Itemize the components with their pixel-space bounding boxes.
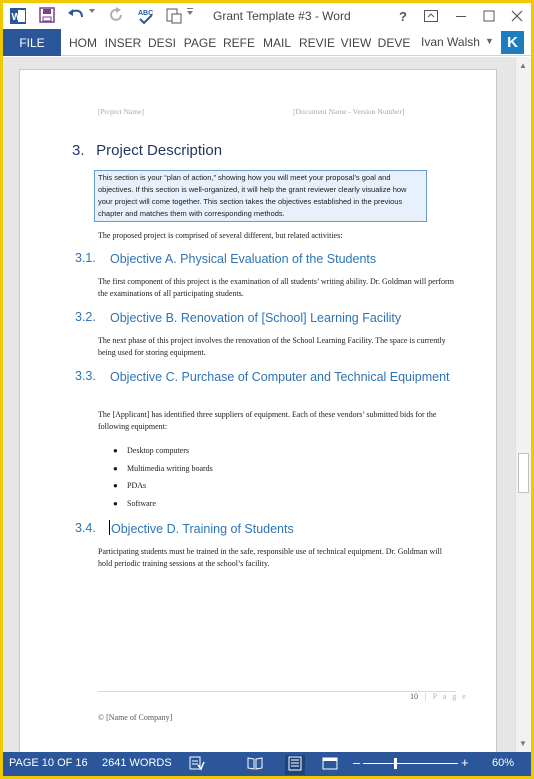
bullet-icon: ● (113, 446, 118, 455)
footer-company: © [Name of Company] (98, 713, 173, 722)
list-item-text: Multimedia writing boards (127, 464, 213, 473)
close-icon[interactable] (505, 6, 529, 26)
scroll-thumb[interactable] (518, 453, 529, 493)
tab-references[interactable]: REFE (222, 35, 255, 50)
objective-a-body: The first component of this project is the examination of all students’ writing ability. Dr. Goldman will perform the examinations of all participating students. (98, 277, 454, 298)
instruction-callout: This section is your “plan of action,” showing how you will meet your proposal’s goal and objectives. If this section is well-organized, it will help the grant reviewer clearly visualize how your project will come together. This section takes the objectives established in the previous chapter and matches them with corresponding methods. (94, 170, 427, 222)
page-number: 10 (410, 692, 418, 701)
footer-divider (98, 691, 456, 692)
document-canvas[interactable] (3, 57, 515, 752)
objective-a-heading: Objective A. Physical Evaluation of the Students (110, 252, 377, 266)
objective-d-heading: Objective D. Training of Students (111, 522, 294, 536)
tab-review[interactable]: REVIE (298, 35, 335, 50)
customize-toolbar-icon[interactable] (186, 7, 194, 17)
format-painter-icon[interactable] (165, 7, 183, 25)
section-title: Project Description (96, 142, 223, 159)
list-item (113, 499, 156, 508)
proofing-icon[interactable] (189, 756, 205, 774)
zoom-slider-thumb[interactable] (394, 758, 397, 769)
document-page[interactable] (19, 69, 497, 752)
header-document-name: [Document Name - Version Number] (293, 107, 405, 116)
tab-developer[interactable]: DEVE (377, 35, 411, 50)
avatar[interactable]: K (501, 31, 524, 54)
objective-d-body: Participating students must be trained in the safe, responsible use of technical equipment. Dr. Goldman will hold periodic training sessions at the school’s facility. (98, 547, 442, 568)
tab-page-layout[interactable]: PAGE (183, 35, 217, 50)
zoom-out-button[interactable]: – (353, 755, 361, 770)
list-item-text: PDAs (127, 481, 147, 490)
page-count-status[interactable]: PAGE 10 OF 16 (9, 757, 88, 769)
tab-insert[interactable]: INSER (104, 35, 142, 50)
maximize-icon[interactable] (477, 6, 501, 26)
objective-c-heading: Objective C. Purchase of Computer and Technical Equipment (110, 370, 450, 384)
word-count-status[interactable]: 2641 WORDS (102, 757, 172, 769)
svg-text:W: W (11, 12, 21, 23)
spelling-check-icon[interactable] (137, 7, 155, 25)
bullet-icon: ● (113, 499, 118, 508)
help-button[interactable]: ? (399, 8, 407, 24)
tab-file[interactable]: FILE (3, 29, 61, 56)
scroll-down-icon[interactable]: ▼ (519, 739, 527, 748)
list-item-text: Desktop computers (127, 446, 189, 455)
objective-b-body: The next phase of this project involves the renovation of the School Learning Facility. The space is currently being used for storing equipment. (98, 336, 446, 357)
tab-home[interactable]: HOM (69, 35, 97, 50)
header-project-name: [Project Name] (98, 107, 145, 116)
tab-design[interactable]: DESI (147, 35, 176, 50)
objective-a-number: 3.1. (75, 251, 96, 265)
bullet-icon: ● (113, 464, 118, 473)
objective-b-number: 3.2. (75, 310, 96, 324)
zoom-in-button[interactable]: + (461, 755, 469, 770)
tab-view[interactable]: VIEW (340, 35, 372, 50)
user-dropdown-icon[interactable]: ▼ (485, 36, 494, 46)
intro-paragraph: The proposed project is comprised of several different, but related activities: (98, 231, 343, 240)
web-layout-icon[interactable] (322, 756, 338, 774)
title-bar (3, 3, 531, 29)
objective-c-number: 3.3. (75, 369, 96, 383)
word-app-icon[interactable] (9, 7, 27, 25)
undo-icon[interactable] (67, 7, 85, 23)
save-icon[interactable] (39, 7, 55, 23)
page-label: | P a g e (425, 692, 468, 701)
section-heading (72, 142, 222, 159)
status-bar (3, 752, 531, 776)
list-item (113, 446, 189, 455)
text-cursor (109, 520, 110, 535)
section-number: 3. (72, 142, 85, 159)
svg-text:ABC: ABC (138, 10, 154, 17)
undo-dropdown-icon[interactable] (88, 7, 96, 15)
minimize-icon[interactable] (449, 6, 473, 26)
word-window (3, 3, 531, 776)
zoom-level[interactable]: 60% (492, 757, 515, 769)
redo-icon[interactable] (109, 7, 125, 23)
tab-mailings[interactable]: MAIL (262, 35, 291, 50)
scroll-up-icon[interactable]: ▲ (519, 61, 527, 70)
ribbon-tabs (3, 29, 531, 56)
objective-b-heading: Objective B. Renovation of [School] Learning Facility (110, 311, 402, 325)
read-mode-icon[interactable] (247, 756, 263, 774)
bullet-icon: ● (113, 481, 118, 490)
zoom-slider[interactable] (363, 763, 458, 764)
ribbon-display-options-icon[interactable] (419, 6, 443, 26)
user-name[interactable]: Ivan Walsh (421, 35, 480, 49)
objective-d-number: 3.4. (75, 521, 96, 535)
list-item (113, 481, 147, 490)
window-title: Grant Template #3 - Word (213, 9, 351, 23)
list-item (113, 464, 213, 473)
objective-c-body: The [Applicant] has identified three suppliers of equipment. Each of these vendors’ submitted bids for the following equipment: (98, 410, 437, 431)
print-layout-icon[interactable] (285, 755, 305, 775)
list-item-text: Software (127, 499, 156, 508)
vertical-scrollbar[interactable] (515, 57, 531, 752)
